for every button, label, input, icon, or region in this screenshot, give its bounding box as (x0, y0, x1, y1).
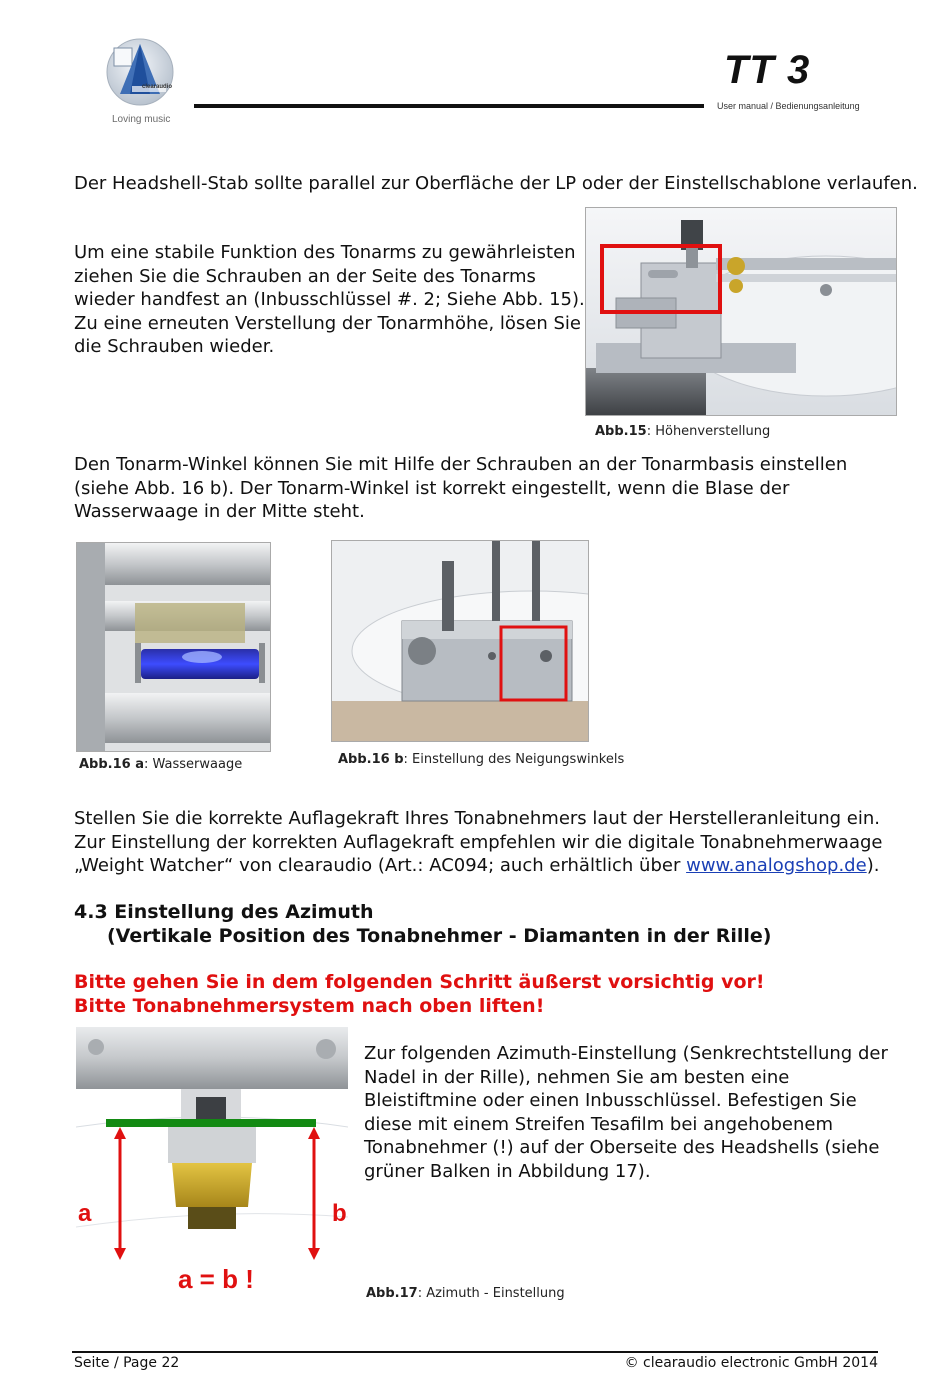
section-subtitle: (Vertikale Position des Tonabnehmer - Diamanten in der Rille) (107, 925, 772, 947)
text-line: Zur folgenden Azimuth-Einstellung (Senkrechtstellung der (364, 1043, 888, 1064)
paragraph-height-screws (74, 241, 585, 359)
text-line: ziehen Sie die Schrauben an der Seite des Tonarms (74, 265, 536, 287)
figure-16a-image (76, 542, 271, 752)
logo-emblem-icon (98, 36, 184, 106)
equation-a-equals-b: a = b ! (178, 1264, 254, 1294)
text-line: (siehe Abb. 16 b). Der Tonarm-Winkel ist korrekt eingestellt, wenn die Blase der (74, 477, 790, 499)
text-line: Um eine stabile Funktion des Tonarms zu gewährleisten (74, 242, 576, 263)
paragraph-headshell: Der Headshell-Stab sollte parallel zur Oberfläche der LP oder der Einstellschablone verlaufen. (74, 173, 918, 194)
warning-careful: Bitte gehen Sie in dem folgenden Schritt äußerst vorsichtig vor! (74, 971, 765, 993)
text-line: Nadel in der Rille), nehmen Sie am besten eine (364, 1066, 790, 1088)
text-line: diese mit einem Streifen Tesafilm bei angehobenem (364, 1113, 834, 1135)
logo-tagline: Loving music (112, 114, 171, 125)
product-title: TT 3 (724, 48, 811, 92)
figure-17-caption: Abb.17: Azimuth - Einstellung (366, 1286, 565, 1301)
figure-15-image (585, 207, 897, 416)
copyright: © clearaudio electronic GmbH 2014 (624, 1355, 878, 1371)
text-line: grüner Balken in Abbildung 17). (364, 1160, 651, 1182)
label-b: b (332, 1200, 347, 1227)
page-number: Seite / Page 22 (74, 1355, 180, 1371)
logo-brand: clearaudio (142, 84, 173, 90)
label-a: a (78, 1200, 92, 1227)
text-line: Bleistiftmine oder einen Inbusschlüssel. Befestigen Sie (364, 1090, 857, 1111)
header-rule (194, 104, 704, 108)
text-line: Wasserwaage in der Mitte steht. (74, 501, 365, 522)
section-title: 4.3 Einstellung des Azimuth (74, 901, 374, 923)
text-line: „Weight Watcher“ von clearaudio (Art.: AC094; auch erhältlich über www.analogshop.de). (74, 855, 880, 876)
text-line: Den Tonarm-Winkel können Sie mit Hilfe der Schrauben an der Tonarmbasis einstellen (74, 454, 848, 475)
paragraph-tracking-force (74, 807, 883, 878)
text-line: Zu eine erneuten Verstellung der Tonarmhöhe, lösen Sie (74, 312, 581, 334)
figure-17-image (76, 1027, 348, 1297)
figure-16a-caption: Abb.16 a: Wasserwaage (79, 757, 243, 772)
figure-16b-caption: Abb.16 b: Einstellung des Neigungswinkels (338, 752, 625, 767)
measurement-arrows (76, 1027, 348, 1297)
clearaudio-logo (98, 36, 184, 128)
warning-lift: Bitte Tonabnehmersystem nach oben liften! (74, 995, 545, 1017)
analogshop-link[interactable]: www.analogshop.de (686, 855, 867, 876)
paragraph-tonearm-angle (74, 453, 847, 524)
manual-subtitle: User manual / Bedienungsanleitung (717, 101, 860, 111)
text-line: Stellen Sie die korrekte Auflagekraft Ihres Tonabnehmers laut der Herstelleranleitung ein. (74, 808, 880, 829)
figure-15-caption: Abb.15: Höhenverstellung (595, 424, 771, 439)
text-line: Tonabnehmer (!) auf der Oberseite des Headshells (siehe (364, 1137, 880, 1158)
text-line: Zur Einstellung der korrekten Auflagekraft empfehlen wir die digitale Tonabnehmerwaage (74, 831, 883, 853)
text-line: die Schrauben wieder. (74, 336, 275, 357)
footer-rule (72, 1351, 878, 1353)
text-line: wieder handfest an (Inbusschlüssel #. 2; Siehe Abb. 15). (74, 289, 585, 310)
paragraph-azimuth (364, 1042, 888, 1183)
figure-16b-image (331, 540, 589, 742)
